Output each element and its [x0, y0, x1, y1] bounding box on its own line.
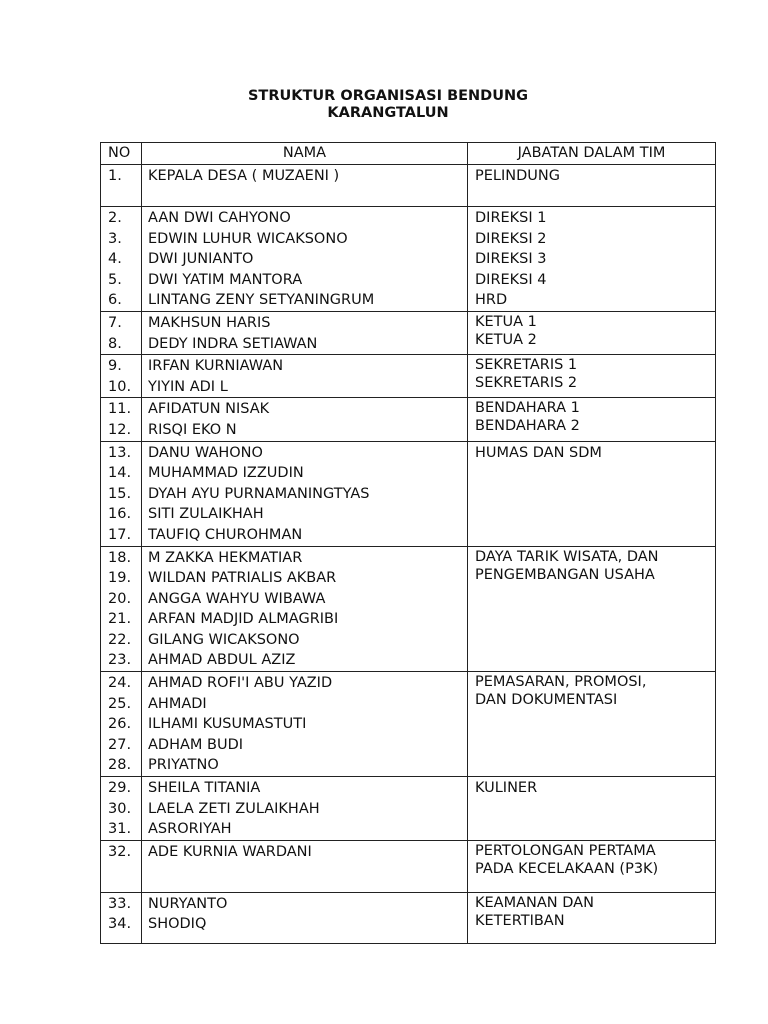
member-name: DYAH AYU PURNAMANINGTYAS — [148, 485, 370, 502]
row-number: 2. — [108, 210, 122, 226]
no-cell — [101, 672, 142, 777]
member-name: SHEILA TITANIA — [148, 780, 261, 797]
position-label: KETERTIBAN — [475, 912, 565, 929]
document-title-line-1: STRUKTUR ORGANISASI BENDUNG — [247, 88, 529, 104]
row-number: 12. — [108, 421, 132, 438]
position-label: PENGEMBANGAN USAHA — [475, 566, 655, 583]
table-row — [101, 777, 716, 841]
row-number: 18. — [108, 549, 132, 566]
member-name: ILHAMI KUSUMASTUTI — [148, 716, 307, 733]
jabatan-cell — [468, 892, 716, 943]
table-row — [101, 892, 716, 943]
no-cell — [101, 441, 142, 546]
row-number: 23. — [108, 652, 132, 669]
member-name: KEPALA DESA ( MUZAENI ) — [148, 168, 340, 184]
jabatan-cell — [468, 777, 716, 841]
row-number: 20. — [108, 590, 132, 607]
table-row — [101, 441, 716, 546]
no-cell — [101, 398, 142, 441]
no-cell — [101, 777, 142, 841]
member-name: TAUFIQ CHUROHMAN — [148, 526, 303, 543]
member-name: ADE KURNIA WARDANI — [148, 843, 312, 860]
member-name: WILDAN PATRIALIS AKBAR — [148, 570, 337, 587]
no-cell — [101, 892, 142, 943]
name-cell — [142, 311, 468, 354]
row-number: 5. — [108, 271, 122, 288]
position-label: KULINER — [475, 780, 538, 797]
member-name: NURYANTO — [148, 895, 228, 912]
name-cell — [142, 207, 468, 312]
position-label: HRD — [475, 292, 508, 309]
member-name: MAKHSUN HARIS — [148, 314, 271, 331]
row-number: 22. — [108, 631, 132, 648]
member-name: AFIDATUN NISAK — [148, 401, 270, 418]
row-number: 4. — [108, 251, 122, 268]
jabatan-cell — [468, 207, 716, 312]
table-row — [101, 546, 716, 672]
member-name: GILANG WICAKSONO — [148, 631, 300, 648]
member-name: MUHAMMAD IZZUDIN — [148, 465, 304, 482]
row-number: 28. — [108, 757, 132, 774]
row-number: 13. — [108, 444, 132, 461]
jabatan-cell — [468, 840, 716, 892]
row-number: 24. — [108, 675, 132, 692]
member-name: DWI YATIM MANTORA — [148, 271, 303, 288]
row-number: 17. — [108, 526, 132, 543]
member-name: DEDY INDRA SETIAWAN — [148, 335, 318, 352]
member-name: RISQI EKO N — [148, 421, 237, 438]
member-name: AHMAD ABDUL AZIZ — [148, 652, 296, 669]
row-number: 19. — [108, 570, 132, 587]
row-number: 14. — [108, 465, 132, 482]
position-label: DIREKSI 3 — [475, 251, 547, 268]
member-name: PRIYATNO — [148, 757, 219, 774]
position-label: DIREKSI 2 — [475, 230, 547, 247]
position-label: HUMAS DAN SDM — [475, 444, 602, 461]
table-row — [101, 165, 716, 207]
member-name: YIYIN ADI L — [148, 378, 228, 395]
table-row — [101, 355, 716, 398]
position-label: KEAMANAN DAN — [475, 894, 594, 911]
row-number: 25. — [108, 695, 132, 712]
table-header-row — [101, 143, 716, 165]
position-label: PEMASARAN, PROMOSI, — [475, 674, 647, 691]
row-number: 7. — [108, 314, 122, 331]
name-cell — [142, 355, 468, 398]
position-label: DAYA TARIK WISATA, DAN — [475, 548, 659, 565]
jabatan-cell — [468, 441, 716, 546]
position-label: SEKRETARIS 1 — [475, 357, 578, 374]
position-label: BENDAHARA 2 — [475, 418, 580, 435]
row-number: 10. — [108, 378, 132, 395]
position-label: SEKRETARIS 2 — [475, 375, 578, 392]
position-label: BENDAHARA 1 — [475, 400, 580, 417]
name-cell — [142, 165, 468, 207]
row-number: 6. — [108, 292, 122, 309]
no-cell — [101, 311, 142, 354]
position-label: PADA KECELAKAAN (P3K) — [475, 860, 659, 877]
row-number: 27. — [108, 736, 132, 753]
row-number: 26. — [108, 716, 132, 733]
name-cell — [142, 672, 468, 777]
position-label: KETUA 2 — [475, 331, 537, 348]
name-cell — [142, 441, 468, 546]
position-label: PELINDUNG — [475, 168, 560, 184]
member-name: AHMAD ROFI'I ABU YAZID — [148, 675, 333, 692]
row-number: 1. — [108, 168, 122, 184]
member-name: LAELA ZETI ZULAIKHAH — [148, 800, 320, 817]
row-number: 30. — [108, 800, 132, 817]
position-label: PERTOLONGAN PERTAMA — [475, 842, 656, 859]
name-cell — [142, 892, 468, 943]
position-label: DIREKSI 1 — [475, 210, 547, 226]
header-jabatan: JABATAN DALAM TIM — [468, 143, 716, 165]
no-cell — [101, 546, 142, 672]
row-number: 29. — [108, 780, 132, 797]
jabatan-cell — [468, 311, 716, 354]
table-row — [101, 207, 716, 312]
no-cell — [101, 355, 142, 398]
member-name: SHODIQ — [148, 916, 207, 933]
row-number: 32. — [108, 843, 132, 860]
name-cell — [142, 840, 468, 892]
member-name: SITI ZULAIKHAH — [148, 506, 264, 523]
member-name: ADHAM BUDI — [148, 736, 244, 753]
position-label: DAN DOKUMENTASI — [475, 692, 618, 709]
row-number: 11. — [108, 401, 132, 418]
row-number: 15. — [108, 485, 132, 502]
table-row — [101, 840, 716, 892]
row-number: 8. — [108, 335, 122, 352]
no-cell — [101, 840, 142, 892]
member-name: AHMADI — [148, 695, 207, 712]
row-number: 34. — [108, 916, 132, 933]
jabatan-cell — [468, 355, 716, 398]
jabatan-cell — [468, 546, 716, 672]
member-name: LINTANG ZENY SETYANINGRUM — [148, 292, 375, 309]
member-name: ARFAN MADJID ALMAGRIBI — [148, 611, 339, 628]
name-cell — [142, 777, 468, 841]
name-cell — [142, 398, 468, 441]
no-cell — [101, 165, 142, 207]
row-number: 16. — [108, 506, 132, 523]
header-no: NO — [101, 143, 142, 165]
row-number: 9. — [108, 358, 122, 375]
table-row — [101, 311, 716, 354]
member-name: ASRORIYAH — [148, 821, 232, 838]
member-name: DANU WAHONO — [148, 444, 263, 461]
position-label: KETUA 1 — [475, 313, 537, 330]
jabatan-cell — [468, 398, 716, 441]
position-label: DIREKSI 4 — [475, 271, 547, 288]
table-row — [101, 398, 716, 441]
no-cell — [101, 207, 142, 312]
member-name: DWI JUNIANTO — [148, 251, 254, 268]
row-number: 3. — [108, 230, 122, 247]
header-nama: NAMA — [142, 143, 468, 165]
row-number: 31. — [108, 821, 132, 838]
member-name: M ZAKKA HEKMATIAR — [148, 549, 303, 566]
table-row — [101, 672, 716, 777]
name-cell — [142, 546, 468, 672]
organization-table — [100, 142, 716, 944]
row-number: 21. — [108, 611, 132, 628]
member-name: AAN DWI CAHYONO — [148, 210, 291, 226]
member-name: EDWIN LUHUR WICAKSONO — [148, 230, 348, 247]
jabatan-cell — [468, 672, 716, 777]
member-name: IRFAN KURNIAWAN — [148, 358, 284, 375]
document-title-line-2: KARANGTALUN — [327, 105, 449, 121]
jabatan-cell — [468, 165, 716, 207]
member-name: ANGGA WAHYU WIBAWA — [148, 590, 326, 607]
row-number: 33. — [108, 895, 132, 912]
